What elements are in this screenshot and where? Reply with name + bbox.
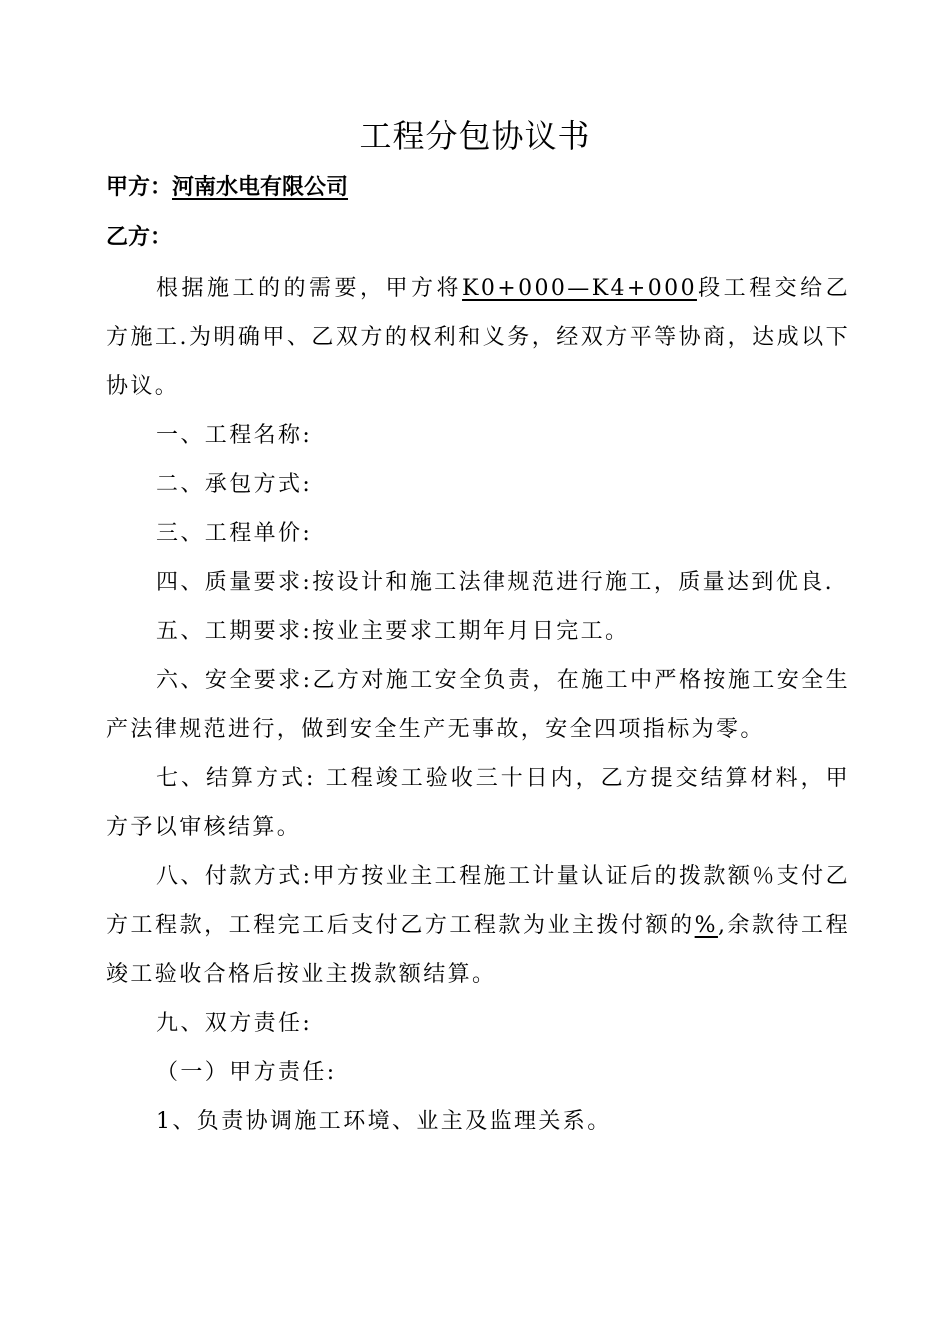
payment-after: ,余款待工程竣工验收合格后按业主拨款额结算。 — [106, 913, 850, 987]
item-safety: 六、安全要求:乙方对施工安全负责，在施工中严格按施工安全生产法律规范进行，做到安全生产无事故，安全四项指标为零。 — [106, 668, 850, 742]
intro-after: 段工程交给乙方施工.为明确甲、乙双方的权利和义务，经双方平等协商，达成以下协议。 — [106, 276, 850, 399]
payment-percent: % — [694, 913, 718, 938]
intro-section: K0+000—K4+000 — [462, 276, 697, 301]
agreement-body — [106, 264, 850, 1146]
item-unit-price: 三、工程单价: — [156, 521, 313, 546]
document-title: 工程分包协议书 — [359, 117, 591, 155]
party-b-line — [106, 218, 172, 258]
item-settlement: 七、结算方式: 工程竣工验收三十日内，乙方提交结算材料，甲方予以审核结算。 — [106, 766, 850, 840]
item-project-name: 一、工程名称: — [156, 423, 313, 448]
party-a-line — [106, 168, 348, 208]
item-payment — [106, 852, 850, 999]
subitem-coordination: 1、负责协调施工环境、业主及监理关系。 — [156, 1109, 612, 1134]
party-a-label: 甲方： — [106, 175, 173, 200]
subitem-party-a-responsibilities: （一）甲方责任: — [156, 1060, 337, 1085]
intro-paragraph — [106, 264, 850, 411]
intro-before: 根据施工的的需要，甲方将 — [156, 276, 463, 301]
item-responsibilities: 九、双方责任: — [156, 1011, 313, 1036]
payment-before: 八、付款方式:甲方按业主工程施工计量认证后的拨款额％支付乙方工程款，工程完工后支付乙方工程款为业主拨付额的 — [106, 864, 850, 938]
item-contract-mode: 二、承包方式: — [156, 472, 313, 497]
item-quality: 四、质量要求:按设计和施工法律规范进行施工，质量达到优良. — [156, 570, 835, 595]
item-schedule: 五、工期要求:按业主要求工期年月日完工。 — [156, 619, 630, 644]
party-a-name: 河南水电有限公司 — [172, 175, 349, 200]
party-b-label: 乙方： — [106, 225, 173, 250]
